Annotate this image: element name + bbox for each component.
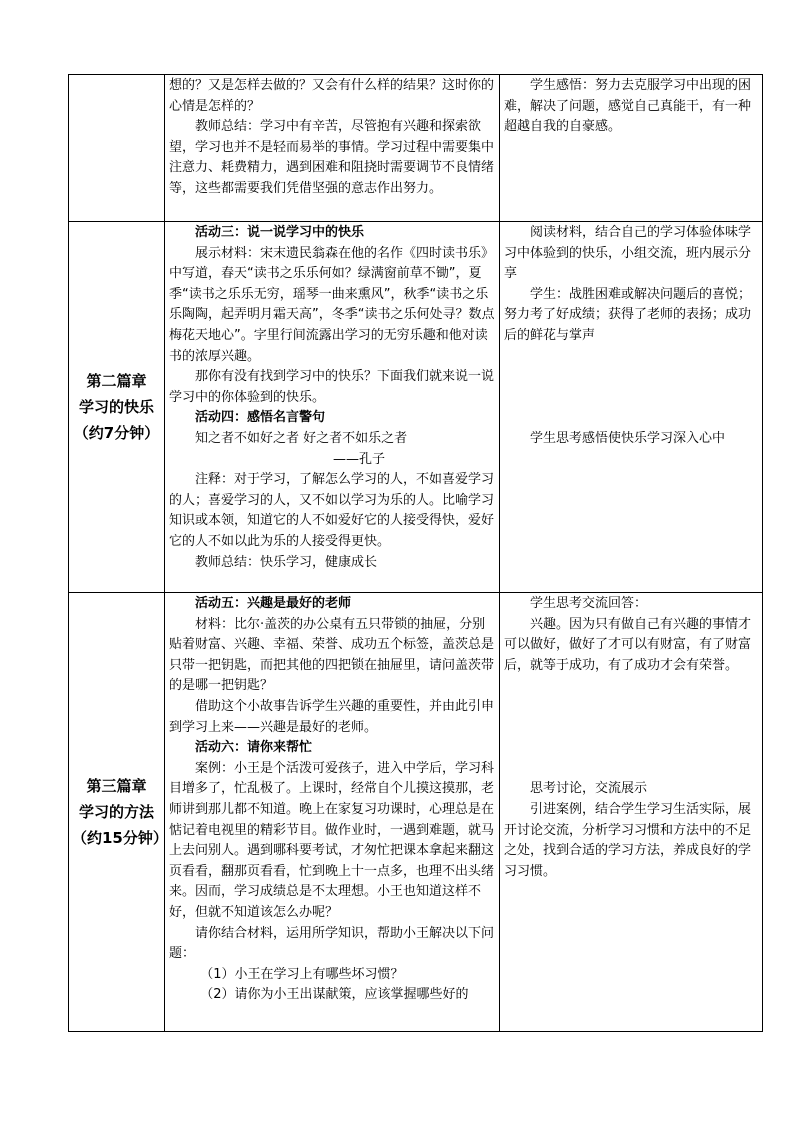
teacher-summary: 教师总结：学习中有辛苦，尽管抱有兴趣和探索欲望，学习也并不是轻而易举的事情。学习过程中需要集中注意力、耗费精力，遇到困难和阻挠时需要调节不良情绪等，这些都需要我们凭借坚强的意志作出努力。 — [169, 119, 495, 196]
section-cell-empty — [69, 75, 165, 222]
activity-title: 活动三：说一说学习中的快乐 — [195, 225, 365, 240]
activity-title: 活动四：感悟名言警句 — [195, 410, 326, 426]
task-text: 请你结合材料，运用所学知识，帮助小王解决以下问题： — [169, 925, 495, 962]
student-activity-description: 引进案例，结合学生学习生活实际，展开讨论交流，分析学习习惯和方法中的不足之处，找到合适的学习方法，养成良好的学习习惯。 — [504, 801, 752, 879]
section-subtitle: 学习的快乐 — [78, 398, 154, 416]
student-activity-cell — [500, 222, 763, 593]
section-cell — [69, 222, 165, 593]
student-activity-cell — [500, 593, 763, 1032]
student-reflection: 学生感悟：努力去克服学习中出现的困难，解决了问题，感觉自己真能干，有一种超越自我的自豪感。 — [504, 78, 752, 135]
section-duration: （约15分钟） — [72, 829, 168, 847]
activity-prompt: 那你有没有找到学习中的快乐？下面我们就来说一说学习中的你体验到的快乐。 — [169, 369, 495, 405]
activity-material: 材料：比尔·盖茨的办公桌有五只带锁的抽屉，分别贴着财富、兴趣、幸福、荣誉、成功五个标签，盖茨总是只带一把钥匙，而把其他的四把锁在抽屉里，请问盖茨带的是哪一把钥匙？ — [169, 616, 495, 694]
student-answer: 学生：战胜困难或解决问题后的喜悦；努力考了好成绩；获得了老师的表扬；成功后的鲜花与掌声 — [504, 286, 752, 343]
activity-followup: 借助这个小故事告诉学生兴趣的重要性，并由此引申到学习上来——兴趣是最好的老师。 — [169, 698, 495, 735]
activity-title: 活动五：兴趣是最好的老师 — [195, 596, 352, 611]
activity-title: 活动六：请你来帮忙 — [195, 740, 313, 756]
question-text: 想的？又是怎样去做的？又会有什么样的结果？这时你的心情是怎样的？ — [169, 78, 495, 114]
activity-material: 展示材料：宋末遗民翁森在他的名作《四时读书乐》中写道，春天“读书之乐乐何如？绿满窗前草不锄”，夏季“读书之乐乐无穷，瑶琴一曲来熏风”，秋季“读书之乐乐陶陶，起弄明月霜天高”，冬季“读书之乐何处寻？数点梅花天地心”。字里行间流露出学习的无穷乐趣和他对读书的浓厚兴趣。 — [169, 245, 495, 364]
student-task: 思考讨论，交流展示 — [530, 781, 648, 797]
section-title: 第二篇章 — [86, 372, 147, 390]
teacher-summary: 教师总结：快乐学习，健康成长 — [195, 554, 378, 570]
section-title: 第三篇章 — [86, 777, 147, 795]
teacher-activity-cell — [165, 75, 500, 222]
question-item: （1）小王在学习上有哪些坏习惯？ — [200, 966, 404, 982]
table-row — [69, 222, 763, 593]
table-row — [69, 593, 763, 1032]
lesson-plan-table — [68, 74, 763, 1032]
student-reflection: 学生思考感悟使快乐学习深入心中 — [530, 430, 726, 446]
section-subtitle: 学习的方法 — [78, 803, 154, 821]
student-task: 阅读材料，结合自己的学习体验体味学习中体验到的快乐，小组交流，班内展示分享 — [504, 225, 752, 282]
student-task: 学生思考交流回答： — [530, 596, 648, 611]
teacher-activity-cell — [165, 222, 500, 593]
table-row — [69, 75, 763, 222]
teacher-activity-cell — [165, 593, 500, 1032]
quote-note: 注释：对于学习，了解怎么学习的人，不如喜爱学习的人；喜爱学习的人，又不如以学习为乐的人。比喻学习知识或本领，知道它的人不如爱好它的人接受得快，爱好它的人不如以此为乐的人接受得更快。 — [169, 472, 495, 549]
question-item: （2）请你为小王出谋献策，应该掌握哪些好的 — [200, 987, 469, 1003]
quote-text: 知之者不如好之者 好之者不如乐之者 — [195, 430, 408, 446]
student-activity-cell — [500, 75, 763, 222]
section-duration: （约7分钟） — [73, 424, 160, 442]
student-answer: 兴趣。因为只有做自己有兴趣的事情才可以做好，做好了才可以有财富，有了财富后，就等于成功，有了成功才会有荣誉。 — [504, 616, 752, 673]
section-cell — [69, 593, 168, 1032]
quote-author: ——孔子 — [332, 451, 385, 467]
case-text: 案例：小王是个活泼可爱孩子，进入中学后，学习科目增多了，忙乱极了。上课时，经常自个儿摸这摸那，老师讲到那儿都不知道。晚上在家复习功课时，心理总是在惦记着电视里的精彩节目。做作业时，一遇到难题，就马上去问别人。遇到哪科要考试，才匆忙把课本拿起来翻这页看看，翻那页看看，忙到晚上十一点多，也理不出头绪来。因而，学习成绩总是不太理想。小王也知道这样不好，但就不知道该怎么办呢？ — [169, 760, 495, 920]
